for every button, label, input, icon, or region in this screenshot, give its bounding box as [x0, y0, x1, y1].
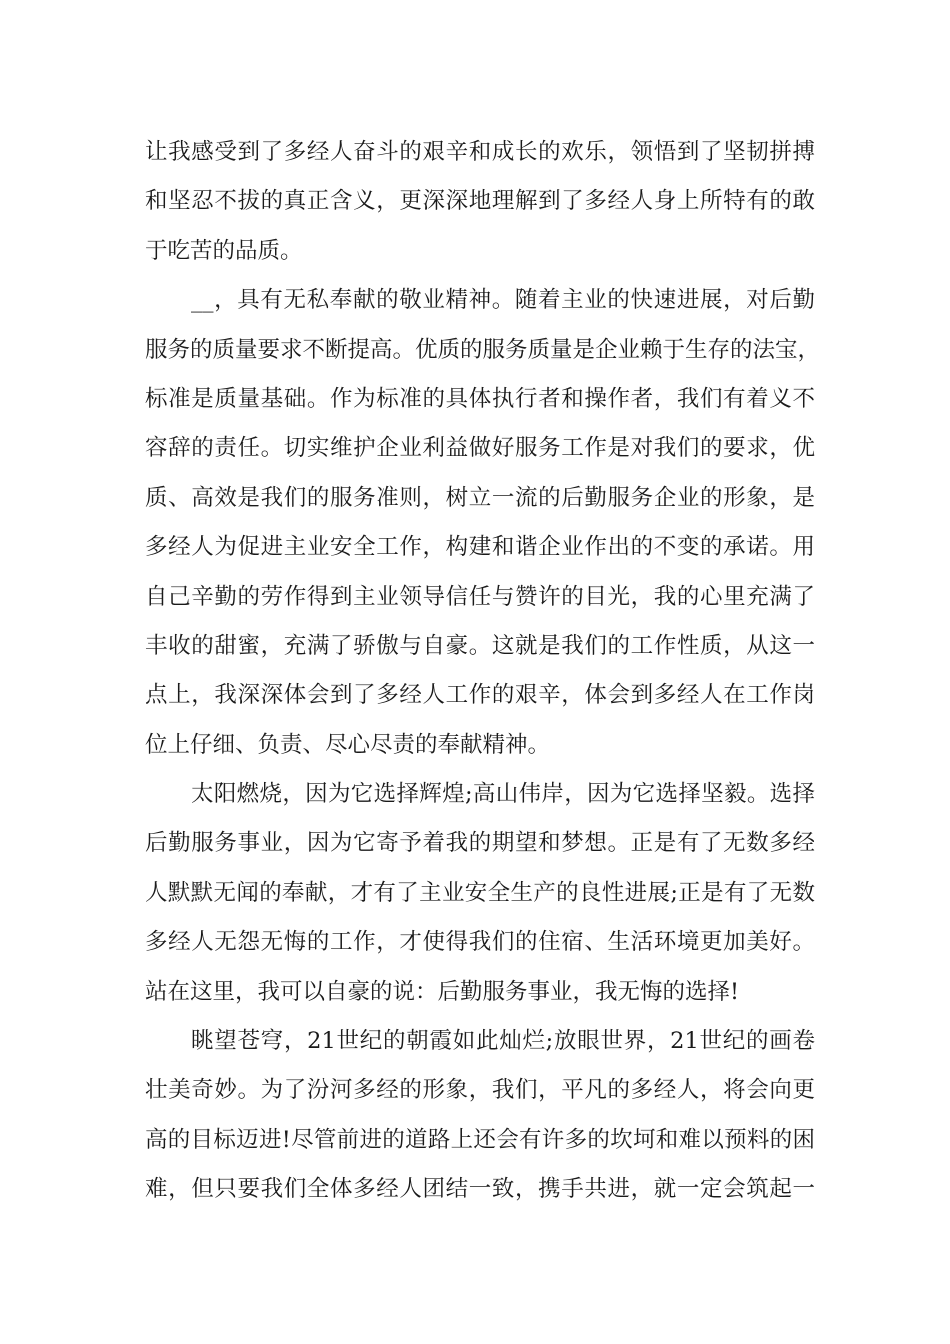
- text-line: 质、高效是我们的服务准则，树立一流的后勤服务企业的形象，是: [145, 484, 815, 511]
- text-line: 壮美奇妙。为了汾河多经的形象，我们，平凡的多经人，将会向更: [145, 1077, 815, 1104]
- text-line: 高的目标迈进!尽管前进的道路上还会有许多的坎坷和难以预料的困: [145, 1126, 815, 1153]
- text-line: 站在这里，我可以自豪的说：后勤服务事业，我无悔的选择!: [145, 978, 740, 1005]
- text-line: __，具有无私奉献的敬业精神。随着主业的快速进展，对后勤: [191, 287, 815, 314]
- text-line: 丰收的甜蜜，充满了骄傲与自豪。这就是我们的工作性质，从这一: [145, 632, 815, 659]
- text-line: 眺望苍穹，21世纪的朝霞如此灿烂;放眼世界，21世纪的画卷: [191, 1028, 815, 1055]
- text-line: 服务的质量要求不断提高。优质的服务质量是企业赖于生存的法宝，: [145, 336, 821, 363]
- text-line: 容辞的责任。切实维护企业利益做好服务工作是对我们的要求，优: [145, 435, 815, 462]
- text-line: 自己辛勤的劳作得到主业领导信任与赞许的目光，我的心里充满了: [145, 583, 815, 610]
- text-line: 标准是质量基础。作为标准的具体执行者和操作者，我们有着义不: [145, 385, 815, 412]
- text-line: 人默默无闻的奉献，才有了主业安全生产的良性进展;正是有了无数: [145, 879, 815, 906]
- text-line: 太阳燃烧，因为它选择辉煌;高山伟岸，因为它选择坚毅。选择: [191, 781, 815, 808]
- text-line: 和坚忍不拔的真正含义，更深深地理解到了多经人身上所特有的敢: [145, 188, 815, 215]
- text-line: 多经人无怨无悔的工作，才使得我们的住宿、生活环境更加美好。: [145, 929, 815, 956]
- text-line: 点上，我深深体会到了多经人工作的艰辛，体会到多经人在工作岗: [145, 682, 815, 709]
- text-line: 难，但只要我们全体多经人团结一致，携手共进，就一定会筑起一: [145, 1176, 815, 1203]
- text-line: 位上仔细、负责、尽心尽责的奉献精神。: [145, 731, 551, 758]
- text-line: 后勤服务事业，因为它寄予着我的期望和梦想。正是有了无数多经: [145, 830, 815, 857]
- text-line: 让我感受到了多经人奋斗的艰辛和成长的欢乐，领悟到了坚韧拼搏: [145, 139, 815, 165]
- body-text: [145, 128, 821, 1215]
- text-line: 多经人为促进主业安全工作，构建和谐企业作出的不变的承诺。用: [145, 534, 815, 561]
- text-line: 于吃苦的品质。: [145, 237, 303, 264]
